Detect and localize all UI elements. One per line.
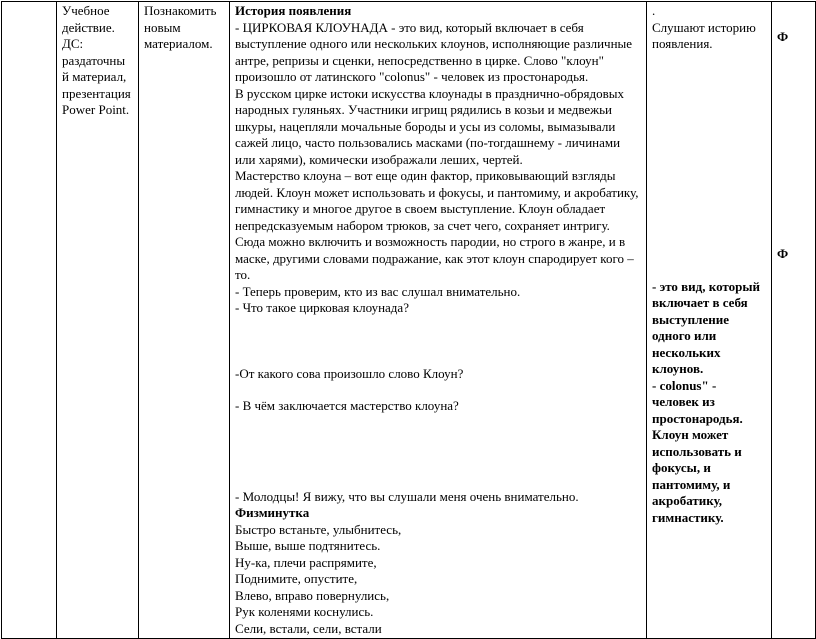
text-line: - Молодцы! Я вижу, что вы слушали меня очень внимательно.: [235, 488, 579, 504]
cell-goal: [139, 2, 230, 639]
text-line: - В чём заключается мастерство клоуна?: [235, 398, 459, 413]
text-line: Слушают историю появления.: [652, 19, 756, 51]
text-line: Ну-ка, плечи распрямите,: [235, 554, 377, 570]
text-line: - Теперь проверим, кто из вас слушал внимательно.: [235, 283, 521, 299]
text-line: Поднимите, опустите,: [235, 571, 358, 586]
text-line: .: [652, 3, 656, 18]
text-line: Ф: [777, 29, 789, 44]
cell-student-actions: [647, 2, 772, 639]
cell-form-marks: [772, 2, 816, 639]
spacer: [235, 415, 641, 489]
form-marks-text: [777, 3, 810, 262]
cell-teacher-content: [230, 2, 647, 639]
spacer: [235, 382, 641, 398]
text-line: - ЦИРКОВАЯ КЛОУНАДА - это вид, который включает в себя выступление одного или нескольких клоунов, исполняющие различные антре, репризы и сценки, непосредственно в цирке. Слово "клоун" произошло от латинского "colonus" - человек из простонародья.: [235, 19, 633, 84]
cell-learning-activity: [57, 2, 139, 639]
text-line: Ф: [777, 245, 789, 261]
student-actions-text: [652, 3, 766, 526]
cell-blank: [2, 2, 57, 639]
spacer: [777, 46, 810, 246]
text-line: Познакомить новым материалом.: [144, 3, 217, 51]
text-line: Влево, вправо повернулись,: [235, 587, 390, 603]
text-line: Физминутка: [235, 505, 310, 520]
goal-text: [144, 3, 224, 53]
text-line: История появления: [235, 3, 352, 18]
text-line: Сели, встали, сели, встали: [235, 620, 382, 636]
spacer: [777, 3, 810, 29]
text-line: - colonus" - человек из простонародья. Клоун может использовать и фокусы, и пантомиму, и акробатику, гимнастику.: [652, 377, 743, 525]
spacer: [235, 317, 641, 366]
text-line: - Что такое цирковая клоунада?: [235, 300, 409, 315]
lesson-plan-table: [1, 1, 816, 639]
text-line: - это вид, который включает в себя выступление одного или нескольких клоунов.: [652, 278, 760, 376]
spacer: [652, 53, 766, 279]
text-line: В русском цирке истоки искусства клоунады в празднично-обрядовых народных гуляньях. Участники игрищ рядились в козьи и медвежьи шкуры, нацепляли мочальные бороды и усы из соломы, вымазывали сажей лицо, часто пользовались масками (по-тогдашнему - личинами или харями), комически изображали леших, чертей.: [235, 85, 625, 167]
text-line: -От какого сова произошло слово Клоун?: [235, 365, 464, 381]
text-line: Быстро встаньте, улыбнитесь,: [235, 521, 402, 537]
teacher-content-text: [235, 3, 641, 637]
text-line: Мастерство клоуна – вот еще один фактор, приковывающий взгляды людей. Клоун может использовать и фокусы, и пантомиму, и акробатику, гимнастику и многое другое в своем выступление. Клоун обладает непредсказуемым набором трюков, за счет чего, сохраняет интригу. Сюда можно включить и возможность пародии, но строго в жанре, и в маске, другими словами подражание, как этот клоун спародирует кого – то.: [235, 168, 639, 282]
text-line: Выше, выше подтянитесь.: [235, 538, 381, 553]
text-line: Рук коленями коснулись.: [235, 604, 374, 619]
table-row: [2, 2, 816, 639]
text-line: Учебное действие. ДС: раздаточны й материал, презентация Power Point.: [62, 3, 131, 117]
learning-activity-text: [62, 3, 133, 119]
